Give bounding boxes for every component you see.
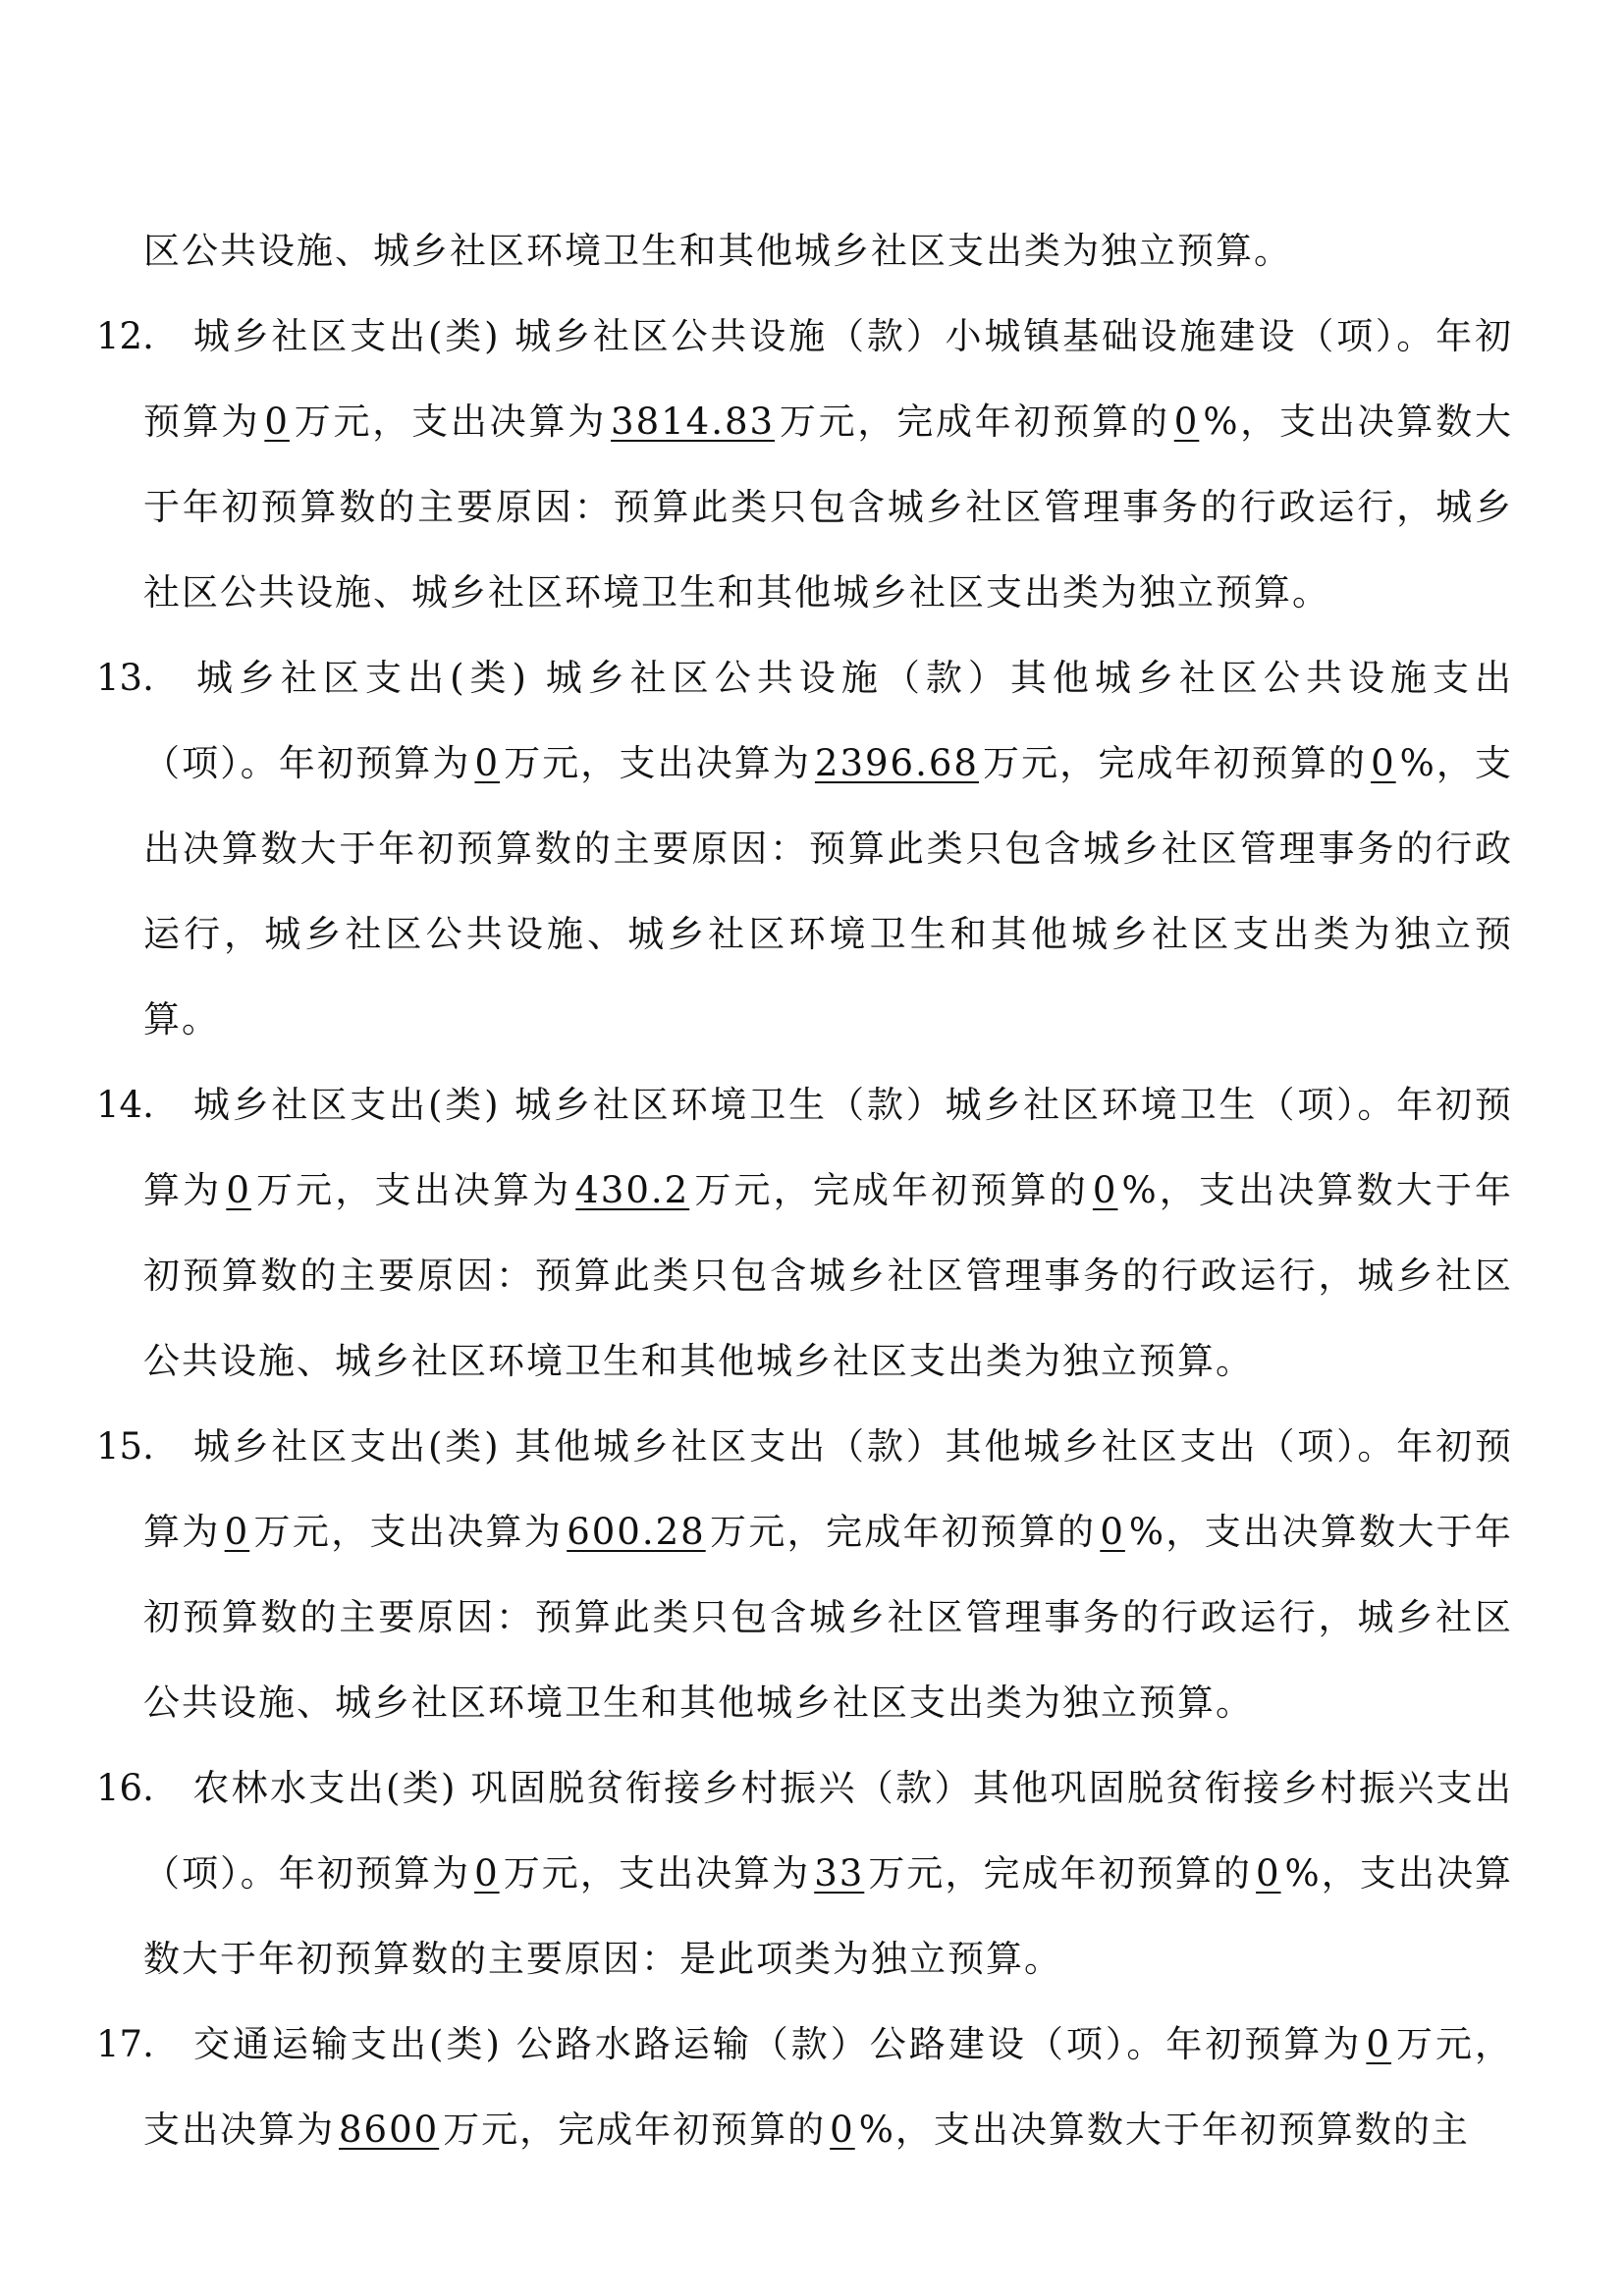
actual-value: 33: [814, 1852, 865, 1895]
item-text: 万元，支出决算为: [503, 742, 811, 784]
item-text: 万元，支出决算为: [143, 2023, 1513, 2151]
item-text: 万元，支出决算为: [254, 1169, 572, 1211]
item-text: 万元，完成年初预算的: [443, 2109, 827, 2151]
list-item: [96, 635, 1513, 1062]
item-reason: %，支出决算数大于年初预算数的主要原因：预算此类只包含城乡社区管理事务的行政运行，城乡社区公共设施、城乡社区环境卫生和其他城乡社区支出类为独立预算。: [143, 1511, 1514, 1724]
budget-value: 0: [474, 742, 500, 784]
percent-value: 0: [1173, 400, 1200, 443]
actual-value: 600.28: [567, 1511, 706, 1553]
item-text: 万元，完成年初预算的: [982, 742, 1368, 784]
item-reason: %，支出决算数大于年初预算数的主要原因：预算此类只包含城乡社区管理事务的行政运行，城乡社区公共设施、城乡社区环境卫生和其他城乡社区支出类为独立预算。: [143, 1169, 1514, 1382]
budget-value: 0: [264, 400, 290, 443]
list-item: [96, 294, 1513, 635]
item-text: 万元，完成年初预算的: [709, 1511, 1097, 1553]
budget-value: 0: [1366, 2023, 1391, 2065]
actual-value: 8600: [339, 2109, 440, 2151]
item-reason: %，支出决算数大于年初预算数的主要原因：预算此类只包含城乡社区管理事务的行政运行，城乡社区公共设施、城乡社区环境卫生和其他城乡社区支出类为独立预算。: [143, 400, 1514, 614]
item-number: 12.: [96, 315, 154, 357]
percent-value: 0: [1100, 1511, 1125, 1553]
item-text: 万元，支出决算为: [293, 400, 608, 443]
item-category: 城乡社区支出(类) 城乡社区公共设施（款）小城镇基础设施建设（项）。年初预算为: [143, 315, 1513, 443]
item-number: 14.: [96, 1084, 154, 1126]
budget-value: 0: [474, 1852, 500, 1895]
percent-value: 0: [1371, 742, 1396, 784]
list-item: [96, 1062, 1513, 1404]
actual-value: 3814.83: [611, 400, 776, 443]
actual-value: 430.2: [575, 1169, 690, 1211]
item-reason: %，支出决算数大于年初预算数的主要原因：是此项类为独立预算。: [143, 1852, 1514, 1980]
item-text: 万元，支出决算为: [253, 1511, 564, 1553]
item-text: 万元，完成年初预算的: [779, 400, 1170, 443]
item-category: 城乡社区支出(类) 城乡社区环境卫生（款）城乡社区环境卫生（项）。年初预算为: [143, 1084, 1513, 1211]
percent-value: 0: [830, 2109, 855, 2151]
continued-paragraph: 区公共设施、城乡社区环境卫生和其他城乡社区支出类为独立预算。: [143, 230, 1292, 272]
item-text: 万元，完成年初预算的: [693, 1169, 1089, 1211]
item-text: 万元，完成年初预算的: [868, 1852, 1252, 1895]
item-text: 万元，支出决算为: [503, 1852, 811, 1895]
item-category: 交通运输支出(类) 公路水路运输（款）公路建设（项）。年初预算为: [192, 2023, 1363, 2065]
item-number: 13.: [96, 657, 154, 699]
list-item: [96, 2002, 1513, 2172]
item-category: 城乡社区支出(类) 城乡社区公共设施（款）其他城乡社区公共设施支出（项）。年初预算为: [143, 657, 1513, 784]
item-number: 17.: [96, 2023, 154, 2065]
item-number: 15.: [96, 1425, 154, 1468]
actual-value: 2396.68: [814, 742, 979, 784]
item-number: 16.: [96, 1767, 154, 1809]
budget-value: 0: [224, 1511, 250, 1553]
percent-value: 0: [1256, 1852, 1281, 1895]
percent-value: 0: [1092, 1169, 1118, 1211]
item-category: 城乡社区支出(类) 其他城乡社区支出（款）其他城乡社区支出（项）。年初预算为: [143, 1425, 1513, 1553]
budget-value: 0: [226, 1169, 251, 1211]
item-category: 农林水支出(类) 巩固脱贫衔接乡村振兴（款）其他巩固脱贫衔接乡村振兴支出（项）。年初预算为: [143, 1767, 1513, 1895]
list-item: [96, 1404, 1513, 1745]
list-item: [96, 1745, 1513, 2002]
expenditure-list: [96, 294, 1514, 2172]
item-reason: %，支出决算数大于年初预算数的主: [858, 2109, 1470, 2151]
item-reason: %，支出决算数大于年初预算数的主要原因：预算此类只包含城乡社区管理事务的行政运行，城乡社区公共设施、城乡社区环境卫生和其他城乡社区支出类为独立预算。: [143, 742, 1514, 1041]
